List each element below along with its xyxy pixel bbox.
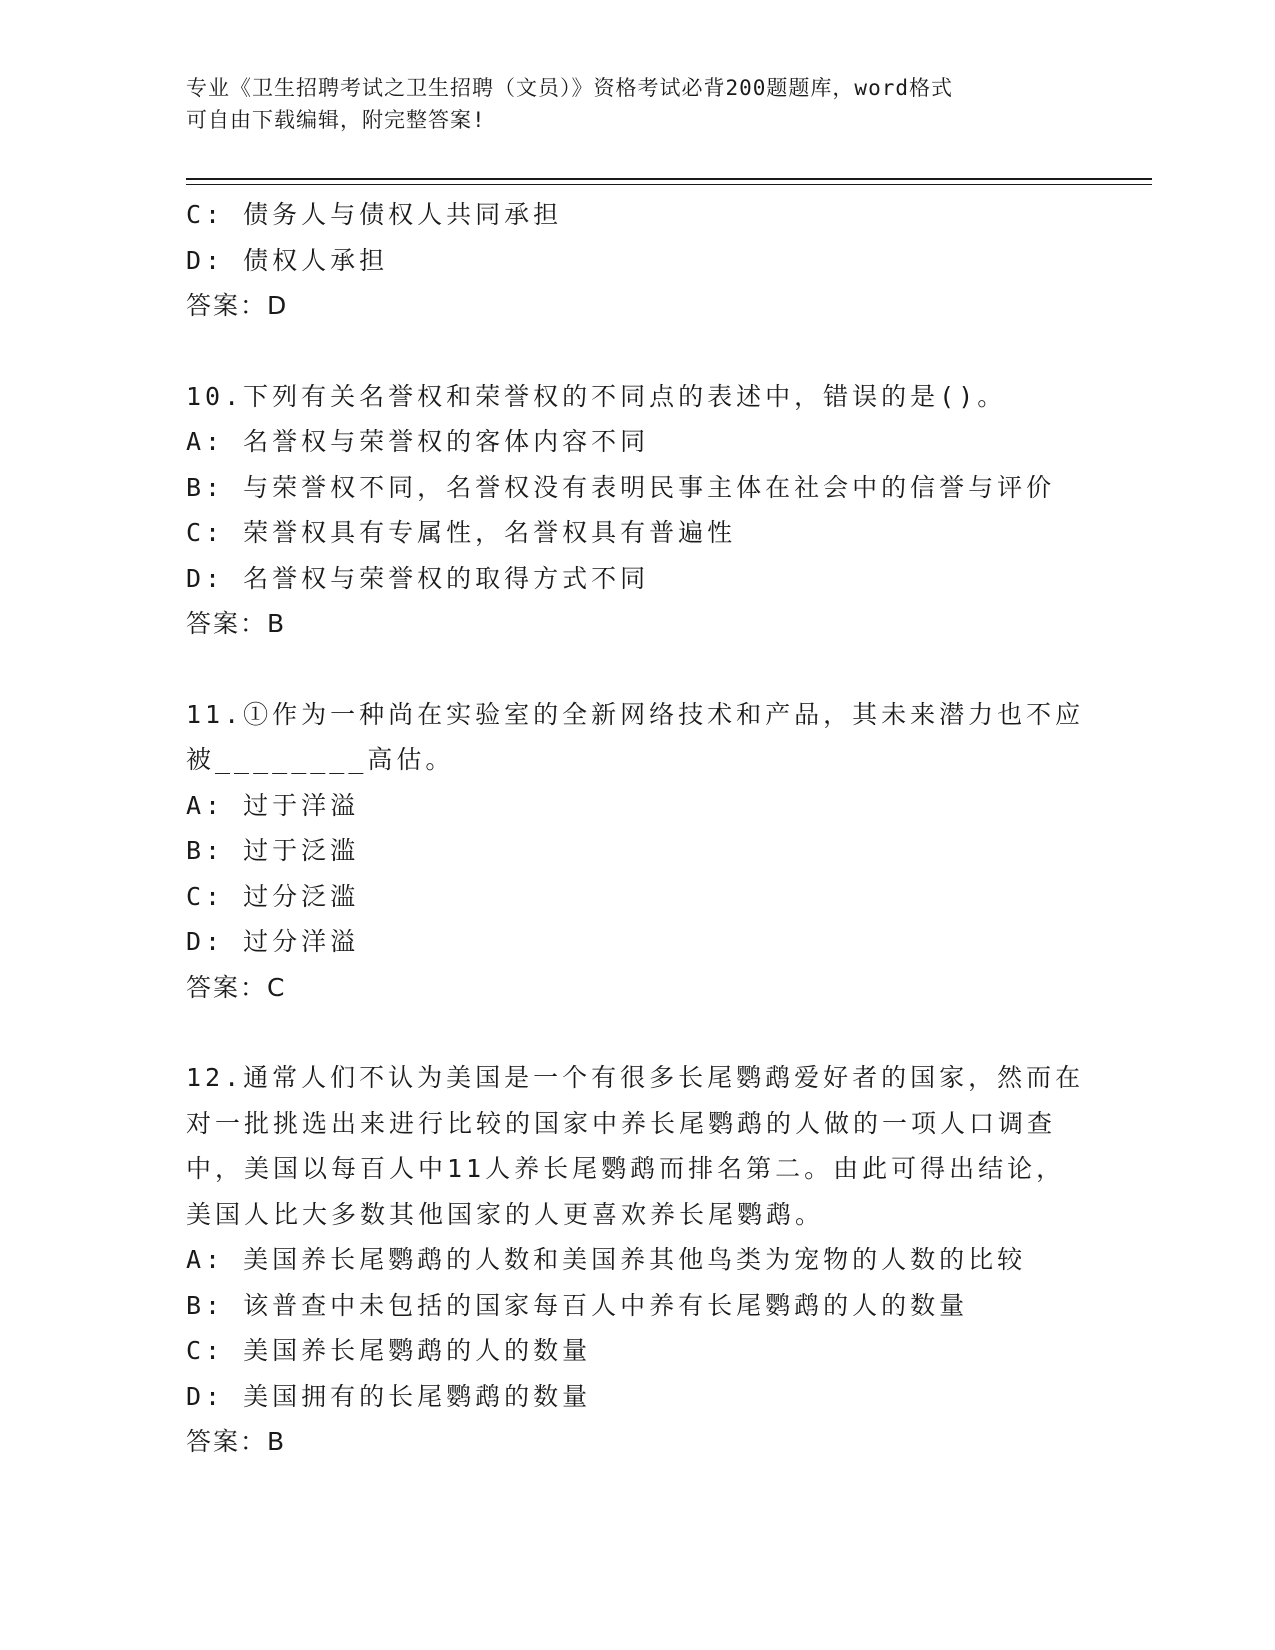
question-stem: 中，美国以每百人中11人养长尾鹦鹉而排名第二。由此可得出结论，	[186, 1154, 1066, 1183]
answer-line: 答案：B	[186, 609, 287, 638]
option-a: A: 美国养长尾鹦鹉的人数和美国养其他鸟类为宠物的人数的比较	[186, 1245, 1027, 1274]
option-a: A: 过于洋溢	[186, 790, 360, 820]
question-10	[186, 374, 1086, 647]
header-rule-thick	[186, 178, 1152, 180]
option-b: B: 与荣誉权不同，名誉权没有表明民事主体在社会中的信誉与评价	[186, 472, 1056, 502]
answer-line: 答案：B	[186, 1427, 287, 1456]
option-d: D: 过分洋溢	[186, 927, 360, 956]
option-b: B: 该普查中未包括的国家每百人中养有长尾鹦鹉的人的数量	[186, 1290, 969, 1320]
option-a: A: 名誉权与荣誉权的客体内容不同	[186, 427, 650, 456]
question-stem: 11.①作为一种尚在实验室的全新网络技术和产品，其未来潜力也不应	[186, 699, 1085, 729]
question-11	[186, 692, 1086, 1011]
header-line-2: 可自由下载编辑，附完整答案!	[186, 108, 486, 132]
question-stem: 12.通常人们不认为美国是一个有很多长尾鹦鹉爱好者的国家，然而在	[186, 1063, 1085, 1092]
option-d: D: 美国拥有的长尾鹦鹉的数量	[186, 1381, 592, 1411]
option-c: C: 美国养长尾鹦鹉的人的数量	[186, 1336, 592, 1365]
answer-line: 答案：D	[186, 291, 289, 320]
question-stem: 美国人比大多数其他国家的人更喜欢养长尾鹦鹉。	[186, 1199, 825, 1229]
page-header	[186, 72, 1066, 136]
document-body	[186, 192, 1086, 1465]
answer-line: 答案：C	[186, 972, 287, 1002]
option-b: B: 过于泛滥	[186, 836, 360, 865]
question-stem: 对一批挑选出来进行比较的国家中养长尾鹦鹉的人做的一项人口调查	[186, 1108, 1057, 1138]
option-d: D: 债权人承担	[186, 245, 389, 275]
question-fragment	[186, 192, 1086, 329]
option-c: C: 荣誉权具有专属性，名誉权具有普遍性	[186, 518, 737, 547]
question-stem: 10.下列有关名誉权和荣誉权的不同点的表述中，错误的是()。	[186, 381, 1007, 411]
option-c: C: 过分泛滥	[186, 881, 360, 911]
header-line-1: 专业《卫生招聘考试之卫生招聘（文员）》资格考试必背200题题库，word格式	[186, 76, 953, 100]
question-stem: 被________高估。	[186, 745, 455, 774]
header-rule-thin	[186, 184, 1152, 185]
option-c: C: 债务人与债权人共同承担	[186, 200, 563, 229]
question-12	[186, 1055, 1086, 1465]
option-d: D: 名誉权与荣誉权的取得方式不同	[186, 563, 650, 593]
